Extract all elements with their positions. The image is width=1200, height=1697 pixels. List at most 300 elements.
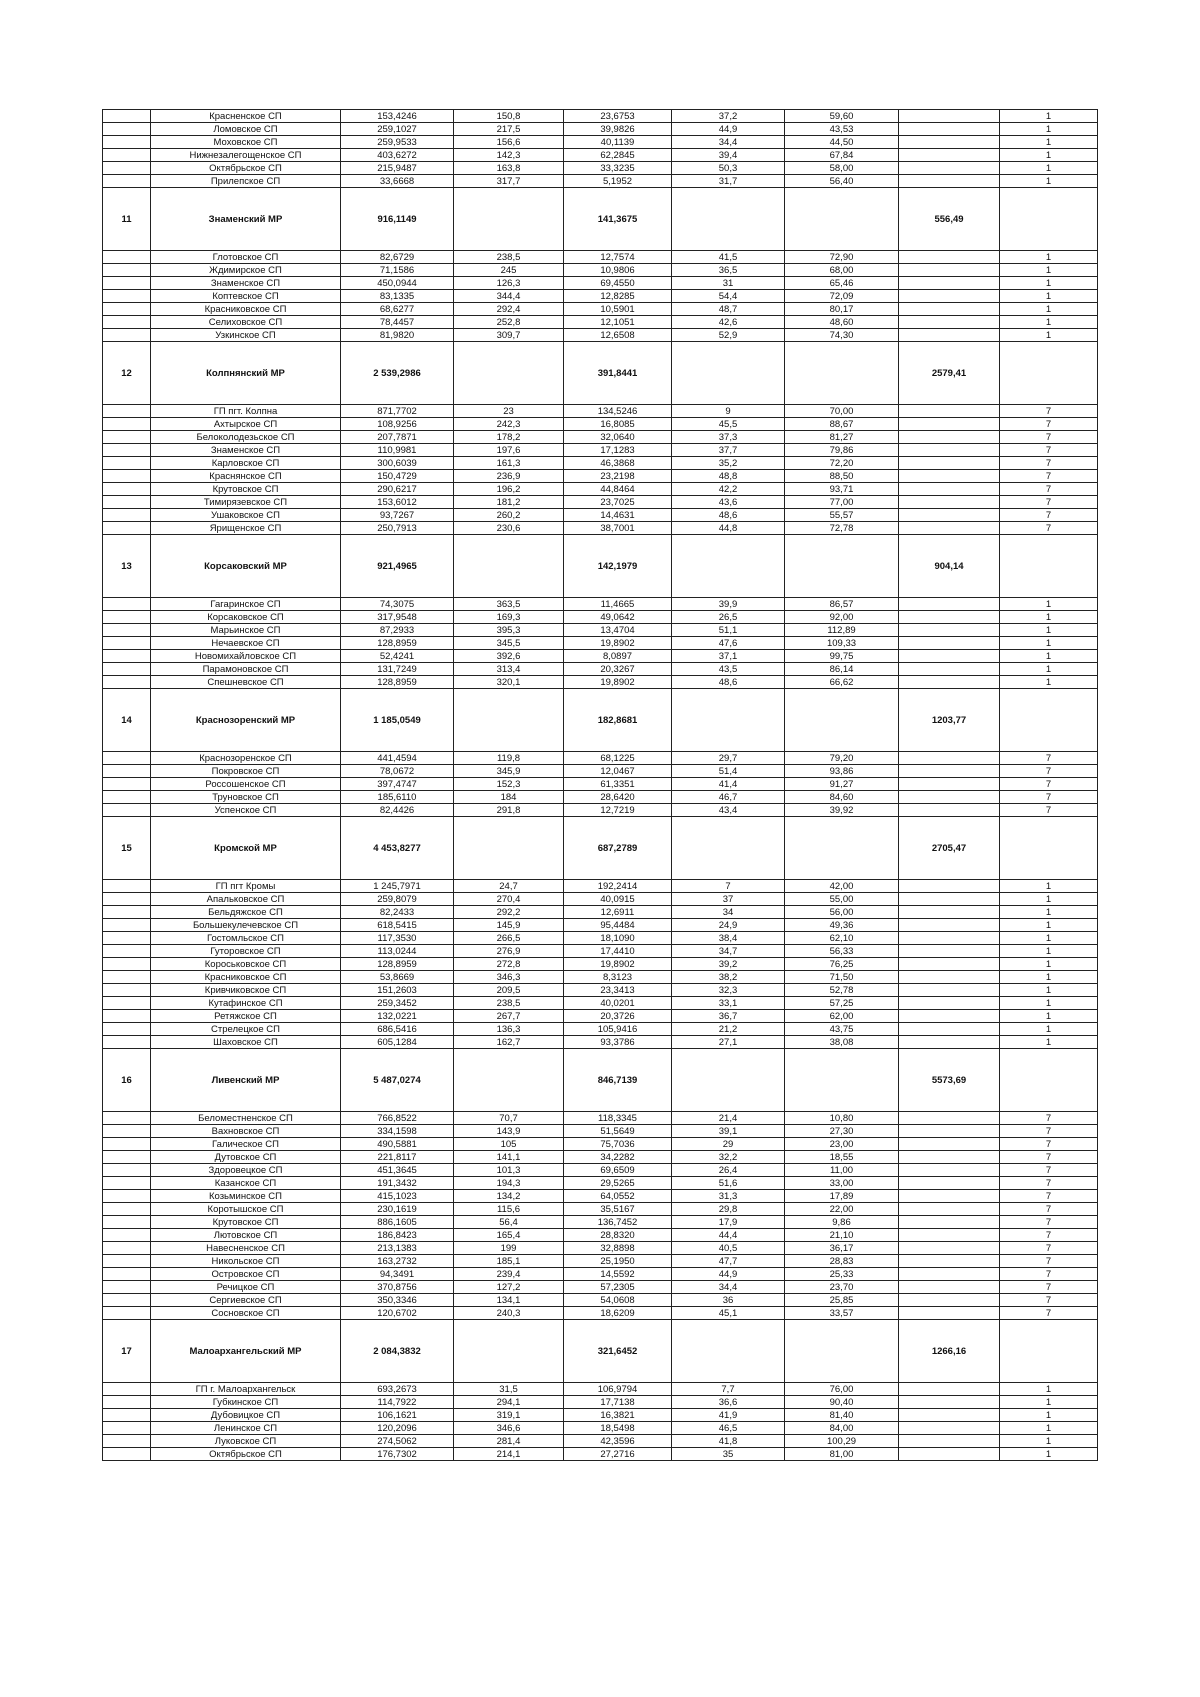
- district-total-cell: [899, 752, 1000, 765]
- value-cell-4: 37: [672, 893, 785, 906]
- settlement-name-cell: Ахтырское СП: [151, 418, 341, 431]
- value-cell-2: 163,8: [454, 162, 564, 175]
- value-cell-4: 41,4: [672, 778, 785, 791]
- value-cell-1: 131,7249: [341, 663, 454, 676]
- category-cell: 7: [1000, 1203, 1098, 1216]
- value-cell-4: 34,4: [672, 136, 785, 149]
- value-cell-5: 11,00: [785, 1164, 899, 1177]
- value-cell-1: 191,3432: [341, 1177, 454, 1190]
- value-cell-4: 47,6: [672, 637, 785, 650]
- value-cell-1: 693,2673: [341, 1383, 454, 1396]
- settlement-name-cell: Короськовское СП: [151, 958, 341, 971]
- settlement-name-cell: Краснозоренский МР: [151, 689, 341, 752]
- value-cell-1: 153,4246: [341, 110, 454, 123]
- value-cell-4: 45,1: [672, 1307, 785, 1320]
- table-row: [103, 1242, 1098, 1255]
- table-row: [103, 637, 1098, 650]
- district-number-cell: [103, 405, 151, 418]
- value-cell-5: 57,25: [785, 997, 899, 1010]
- district-total-cell: [899, 290, 1000, 303]
- value-cell-5: 71,50: [785, 971, 899, 984]
- value-cell-3: 192,2414: [564, 880, 672, 893]
- value-cell-2: 199: [454, 1242, 564, 1255]
- category-cell: 1: [1000, 329, 1098, 342]
- value-cell-4: 31,3: [672, 1190, 785, 1203]
- value-cell-5: 27,30: [785, 1125, 899, 1138]
- district-number-cell: [103, 123, 151, 136]
- value-cell-3: 68,1225: [564, 752, 672, 765]
- value-cell-1: 113,0244: [341, 945, 454, 958]
- value-cell-5: 59,60: [785, 110, 899, 123]
- district-total-cell: [899, 1307, 1000, 1320]
- table-row: [103, 765, 1098, 778]
- value-cell-4: 48,6: [672, 509, 785, 522]
- table-row: [103, 919, 1098, 932]
- value-cell-1: 74,3075: [341, 598, 454, 611]
- value-cell-1: 82,2433: [341, 906, 454, 919]
- value-cell-1: 128,8959: [341, 637, 454, 650]
- value-cell-1: 1 185,0549: [341, 689, 454, 752]
- value-cell-5: 56,40: [785, 175, 899, 188]
- value-cell-5: 62,10: [785, 932, 899, 945]
- value-cell-3: 38,7001: [564, 522, 672, 535]
- settlement-name-cell: Новомихайловское СП: [151, 650, 341, 663]
- value-cell-1: 259,8079: [341, 893, 454, 906]
- category-cell: 1: [1000, 1422, 1098, 1435]
- district-number-cell: [103, 110, 151, 123]
- value-cell-3: 54,0608: [564, 1294, 672, 1307]
- category-cell: [1000, 689, 1098, 752]
- district-number-cell: [103, 663, 151, 676]
- value-cell-5: 81,40: [785, 1409, 899, 1422]
- value-cell-5: 44,50: [785, 136, 899, 149]
- district-number-cell: [103, 1307, 151, 1320]
- district-total-cell: [899, 791, 1000, 804]
- value-cell-3: 8,0897: [564, 650, 672, 663]
- category-cell: 1: [1000, 277, 1098, 290]
- value-cell-2: 24,7: [454, 880, 564, 893]
- district-number-cell: [103, 522, 151, 535]
- value-cell-3: 12,1051: [564, 316, 672, 329]
- district-total-cell: [899, 522, 1000, 535]
- district-total-cell: [899, 457, 1000, 470]
- district-number-cell: [103, 1396, 151, 1409]
- value-cell-3: 106,9794: [564, 1383, 672, 1396]
- district-number-cell: [103, 971, 151, 984]
- value-cell-1: 766,8522: [341, 1112, 454, 1125]
- value-cell-3: 16,8085: [564, 418, 672, 431]
- settlement-name-cell: Октябрьское СП: [151, 1448, 341, 1461]
- value-cell-4: 37,7: [672, 444, 785, 457]
- table-row: [103, 522, 1098, 535]
- settlement-name-cell: Кутафинское СП: [151, 997, 341, 1010]
- value-cell-1: 259,1027: [341, 123, 454, 136]
- value-cell-3: 16,3821: [564, 1409, 672, 1422]
- value-cell-2: [454, 188, 564, 251]
- settlement-name-cell: Селиховское СП: [151, 316, 341, 329]
- district-total-cell: [899, 149, 1000, 162]
- value-cell-5: 55,00: [785, 893, 899, 906]
- value-cell-4: 31: [672, 277, 785, 290]
- value-cell-5: 86,14: [785, 663, 899, 676]
- district-total-cell: [899, 1010, 1000, 1023]
- category-cell: 7: [1000, 457, 1098, 470]
- settlement-name-cell: ГП г. Малоархангельск: [151, 1383, 341, 1396]
- district-number-cell: 15: [103, 817, 151, 880]
- value-cell-2: 291,8: [454, 804, 564, 817]
- table-row: [103, 1190, 1098, 1203]
- category-cell: 1: [1000, 162, 1098, 175]
- district-total-cell: [899, 945, 1000, 958]
- settlement-name-cell: Глотовское СП: [151, 251, 341, 264]
- table-row: [103, 984, 1098, 997]
- value-cell-5: 10,80: [785, 1112, 899, 1125]
- district-total-cell: 556,49: [899, 188, 1000, 251]
- district-number-cell: [103, 1229, 151, 1242]
- district-total-cell: [899, 1151, 1000, 1164]
- value-cell-3: 12,6508: [564, 329, 672, 342]
- category-cell: 7: [1000, 522, 1098, 535]
- value-cell-4: 29,7: [672, 752, 785, 765]
- value-cell-2: 185,1: [454, 1255, 564, 1268]
- value-cell-5: 93,71: [785, 483, 899, 496]
- settlement-name-cell: Луковское СП: [151, 1435, 341, 1448]
- value-cell-4: 45,5: [672, 418, 785, 431]
- district-number-cell: [103, 804, 151, 817]
- value-cell-1: 441,4594: [341, 752, 454, 765]
- district-number-cell: [103, 650, 151, 663]
- table-row: [103, 1216, 1098, 1229]
- category-cell: 7: [1000, 1125, 1098, 1138]
- settlement-name-cell: Казанское СП: [151, 1177, 341, 1190]
- value-cell-2: 134,1: [454, 1294, 564, 1307]
- table-body: [103, 110, 1098, 1461]
- district-number-cell: [103, 1023, 151, 1036]
- value-cell-2: 395,3: [454, 624, 564, 637]
- value-cell-3: 5,1952: [564, 175, 672, 188]
- district-row: [103, 689, 1098, 752]
- table-row: [103, 1294, 1098, 1307]
- value-cell-2: 236,9: [454, 470, 564, 483]
- value-cell-1: 886,1605: [341, 1216, 454, 1229]
- district-number-cell: [103, 637, 151, 650]
- district-number-cell: [103, 264, 151, 277]
- value-cell-2: 119,8: [454, 752, 564, 765]
- value-cell-5: 88,67: [785, 418, 899, 431]
- district-number-cell: [103, 1177, 151, 1190]
- settlement-name-cell: Корсаковский МР: [151, 535, 341, 598]
- district-number-cell: [103, 791, 151, 804]
- settlement-name-cell: Стрелецкое СП: [151, 1023, 341, 1036]
- district-total-cell: [899, 984, 1000, 997]
- district-total-cell: [899, 444, 1000, 457]
- district-total-cell: [899, 919, 1000, 932]
- value-cell-1: 71,1586: [341, 264, 454, 277]
- value-cell-2: 242,3: [454, 418, 564, 431]
- category-cell: 7: [1000, 1216, 1098, 1229]
- value-cell-4: 50,3: [672, 162, 785, 175]
- value-cell-3: 23,3413: [564, 984, 672, 997]
- table-row: [103, 650, 1098, 663]
- settlement-name-cell: Моховское СП: [151, 136, 341, 149]
- value-cell-5: 62,00: [785, 1010, 899, 1023]
- value-cell-1: 403,6272: [341, 149, 454, 162]
- settlement-name-cell: Знаменское СП: [151, 277, 341, 290]
- value-cell-2: 276,9: [454, 945, 564, 958]
- table-row: [103, 1036, 1098, 1049]
- value-cell-1: 1 245,7971: [341, 880, 454, 893]
- settlement-name-cell: Красниковское СП: [151, 303, 341, 316]
- value-cell-3: 391,8441: [564, 342, 672, 405]
- district-number-cell: [103, 997, 151, 1010]
- category-cell: 7: [1000, 431, 1098, 444]
- value-cell-4: 34,7: [672, 945, 785, 958]
- district-total-cell: [899, 1023, 1000, 1036]
- value-cell-2: 346,3: [454, 971, 564, 984]
- settlement-name-cell: Ушаковское СП: [151, 509, 341, 522]
- table-row: [103, 1268, 1098, 1281]
- table-row: [103, 264, 1098, 277]
- table-row: [103, 483, 1098, 496]
- value-cell-5: 81,27: [785, 431, 899, 444]
- table-row: [103, 316, 1098, 329]
- district-number-cell: [103, 598, 151, 611]
- settlement-name-cell: Здоровецкое СП: [151, 1164, 341, 1177]
- value-cell-5: 55,57: [785, 509, 899, 522]
- value-cell-1: 132,0221: [341, 1010, 454, 1023]
- district-total-cell: [899, 1203, 1000, 1216]
- value-cell-3: 40,1139: [564, 136, 672, 149]
- value-cell-1: 490,5881: [341, 1138, 454, 1151]
- category-cell: 7: [1000, 1177, 1098, 1190]
- value-cell-5: 23,00: [785, 1138, 899, 1151]
- table-row: [103, 932, 1098, 945]
- district-number-cell: [103, 1435, 151, 1448]
- district-total-cell: [899, 1294, 1000, 1307]
- table-row: [103, 1396, 1098, 1409]
- value-cell-5: 43,53: [785, 123, 899, 136]
- district-total-cell: [899, 483, 1000, 496]
- district-total-cell: [899, 162, 1000, 175]
- value-cell-1: 605,1284: [341, 1036, 454, 1049]
- value-cell-1: 52,4241: [341, 650, 454, 663]
- category-cell: 1: [1000, 1396, 1098, 1409]
- value-cell-1: 108,9256: [341, 418, 454, 431]
- value-cell-1: 78,4457: [341, 316, 454, 329]
- value-cell-1: 186,8423: [341, 1229, 454, 1242]
- value-cell-3: 32,0640: [564, 431, 672, 444]
- category-cell: 1: [1000, 932, 1098, 945]
- district-number-cell: [103, 945, 151, 958]
- category-cell: 7: [1000, 1281, 1098, 1294]
- district-total-cell: [899, 1435, 1000, 1448]
- value-cell-5: 79,20: [785, 752, 899, 765]
- value-cell-1: 87,2933: [341, 624, 454, 637]
- district-total-cell: [899, 110, 1000, 123]
- settlement-name-cell: Марьинское СП: [151, 624, 341, 637]
- value-cell-2: [454, 1320, 564, 1383]
- table-row: [103, 496, 1098, 509]
- value-cell-5: 70,00: [785, 405, 899, 418]
- value-cell-4: 38,2: [672, 971, 785, 984]
- value-cell-4: 31,7: [672, 175, 785, 188]
- value-cell-1: 106,1621: [341, 1409, 454, 1422]
- settlement-name-cell: Краснозоренское СП: [151, 752, 341, 765]
- district-number-cell: 13: [103, 535, 151, 598]
- district-number-cell: [103, 444, 151, 457]
- district-number-cell: [103, 316, 151, 329]
- value-cell-3: 64,0552: [564, 1190, 672, 1203]
- value-cell-5: 49,36: [785, 919, 899, 932]
- district-number-cell: [103, 1216, 151, 1229]
- value-cell-5: 56,33: [785, 945, 899, 958]
- value-cell-2: 197,6: [454, 444, 564, 457]
- settlement-name-cell: Нижнезалегощенское СП: [151, 149, 341, 162]
- district-total-cell: 1203,77: [899, 689, 1000, 752]
- value-cell-2: 309,7: [454, 329, 564, 342]
- settlement-name-cell: Коротышское СП: [151, 1203, 341, 1216]
- category-cell: [1000, 1320, 1098, 1383]
- value-cell-3: 23,2198: [564, 470, 672, 483]
- district-number-cell: [103, 1268, 151, 1281]
- value-cell-5: 84,60: [785, 791, 899, 804]
- district-total-cell: [899, 906, 1000, 919]
- value-cell-1: 213,1383: [341, 1242, 454, 1255]
- district-total-cell: [899, 431, 1000, 444]
- settlement-name-cell: Гостомльское СП: [151, 932, 341, 945]
- category-cell: 1: [1000, 251, 1098, 264]
- value-cell-2: 136,3: [454, 1023, 564, 1036]
- settlement-name-cell: Ждимирское СП: [151, 264, 341, 277]
- district-total-cell: [899, 1422, 1000, 1435]
- category-cell: 1: [1000, 1383, 1098, 1396]
- value-cell-4: 21,2: [672, 1023, 785, 1036]
- value-cell-1: 5 487,0274: [341, 1049, 454, 1112]
- district-number-cell: [103, 1448, 151, 1461]
- value-cell-4: 33,1: [672, 997, 785, 1010]
- settlement-name-cell: Спешневское СП: [151, 676, 341, 689]
- category-cell: 1: [1000, 637, 1098, 650]
- value-cell-1: 2 539,2986: [341, 342, 454, 405]
- category-cell: 1: [1000, 984, 1098, 997]
- value-cell-5: 72,90: [785, 251, 899, 264]
- value-cell-2: 240,3: [454, 1307, 564, 1320]
- value-cell-2: 238,5: [454, 997, 564, 1010]
- value-cell-2: 127,2: [454, 1281, 564, 1294]
- district-number-cell: [103, 1125, 151, 1138]
- value-cell-5: 72,78: [785, 522, 899, 535]
- value-cell-1: 230,1619: [341, 1203, 454, 1216]
- value-cell-5: 33,00: [785, 1177, 899, 1190]
- value-cell-2: 141,1: [454, 1151, 564, 1164]
- value-cell-3: 182,8681: [564, 689, 672, 752]
- district-number-cell: [103, 1151, 151, 1164]
- value-cell-3: 51,5649: [564, 1125, 672, 1138]
- district-number-cell: [103, 1242, 151, 1255]
- value-cell-4: 48,6: [672, 676, 785, 689]
- settlement-name-cell: Козьминское СП: [151, 1190, 341, 1203]
- value-cell-1: 370,8756: [341, 1281, 454, 1294]
- value-cell-1: 207,7871: [341, 431, 454, 444]
- value-cell-5: 56,00: [785, 906, 899, 919]
- category-cell: 7: [1000, 496, 1098, 509]
- district-total-cell: [899, 1125, 1000, 1138]
- value-cell-1: 82,4426: [341, 804, 454, 817]
- value-cell-5: 33,57: [785, 1307, 899, 1320]
- district-number-cell: [103, 251, 151, 264]
- value-cell-3: 14,4631: [564, 509, 672, 522]
- value-cell-1: 128,8959: [341, 676, 454, 689]
- value-cell-5: 84,00: [785, 1422, 899, 1435]
- value-cell-3: 10,9806: [564, 264, 672, 277]
- value-cell-5: [785, 1049, 899, 1112]
- district-total-cell: [899, 1177, 1000, 1190]
- district-row: [103, 342, 1098, 405]
- value-cell-4: 17,9: [672, 1216, 785, 1229]
- value-cell-3: 18,6209: [564, 1307, 672, 1320]
- district-total-cell: [899, 650, 1000, 663]
- value-cell-5: 38,08: [785, 1036, 899, 1049]
- category-cell: 1: [1000, 611, 1098, 624]
- category-cell: 7: [1000, 418, 1098, 431]
- settlement-name-cell: Краснянское СП: [151, 470, 341, 483]
- value-cell-4: 44,8: [672, 522, 785, 535]
- value-cell-3: 25,1950: [564, 1255, 672, 1268]
- value-cell-2: 344,4: [454, 290, 564, 303]
- settlement-name-cell: Речицкое СП: [151, 1281, 341, 1294]
- settlement-name-cell: Красниковское СП: [151, 971, 341, 984]
- value-cell-2: 156,6: [454, 136, 564, 149]
- value-cell-5: 9,86: [785, 1216, 899, 1229]
- district-number-cell: [103, 431, 151, 444]
- value-cell-2: 319,1: [454, 1409, 564, 1422]
- table-row: [103, 906, 1098, 919]
- value-cell-3: 105,9416: [564, 1023, 672, 1036]
- category-cell: 1: [1000, 971, 1098, 984]
- value-cell-5: 17,89: [785, 1190, 899, 1203]
- category-cell: 7: [1000, 1268, 1098, 1281]
- category-cell: 1: [1000, 1010, 1098, 1023]
- district-total-cell: [899, 1036, 1000, 1049]
- district-total-cell: [899, 509, 1000, 522]
- value-cell-2: 162,7: [454, 1036, 564, 1049]
- settlement-name-cell: Колпнянский МР: [151, 342, 341, 405]
- value-cell-3: 136,7452: [564, 1216, 672, 1229]
- value-cell-3: 17,7138: [564, 1396, 672, 1409]
- district-total-cell: [899, 496, 1000, 509]
- value-cell-2: [454, 689, 564, 752]
- category-cell: 1: [1000, 1036, 1098, 1049]
- value-cell-3: 20,3267: [564, 663, 672, 676]
- category-cell: 7: [1000, 1151, 1098, 1164]
- value-cell-2: 70,7: [454, 1112, 564, 1125]
- district-row: [103, 1049, 1098, 1112]
- value-cell-3: 12,7219: [564, 804, 672, 817]
- value-cell-4: 37,1: [672, 650, 785, 663]
- value-cell-3: 687,2789: [564, 817, 672, 880]
- district-number-cell: [103, 958, 151, 971]
- settlement-name-cell: Дубовицкое СП: [151, 1409, 341, 1422]
- district-number-cell: [103, 470, 151, 483]
- value-cell-3: 13,4704: [564, 624, 672, 637]
- value-cell-5: 28,83: [785, 1255, 899, 1268]
- value-cell-5: [785, 689, 899, 752]
- value-cell-2: 345,5: [454, 637, 564, 650]
- settlement-name-cell: Октябрьское СП: [151, 162, 341, 175]
- table-row: [103, 1151, 1098, 1164]
- table-row: [103, 136, 1098, 149]
- district-total-cell: [899, 1112, 1000, 1125]
